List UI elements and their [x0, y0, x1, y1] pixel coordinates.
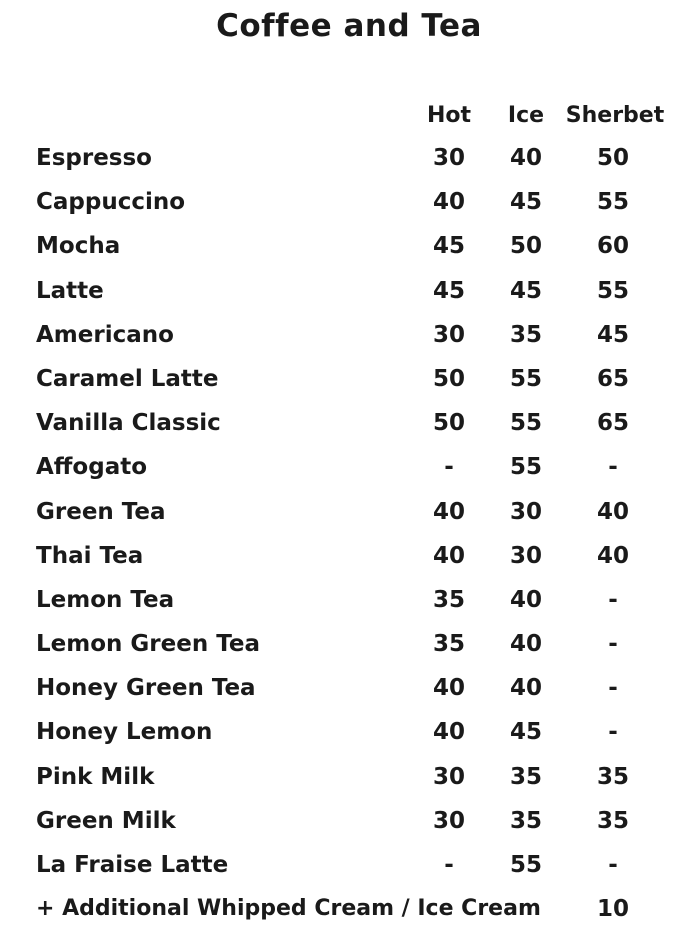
column-header-row: [0, 96, 698, 136]
item-name: Green Milk: [36, 807, 176, 834]
price-sherbet: -: [608, 675, 618, 702]
price-ice: 30: [509, 498, 542, 525]
item-name: Thai Tea: [36, 542, 144, 569]
menu-item-row: [0, 622, 698, 666]
price-hot: 30: [432, 807, 465, 834]
item-name: Espresso: [36, 145, 152, 171]
price-ice: 45: [509, 277, 542, 304]
addon-label: + Additional Whipped Cream / Ice Cream: [36, 896, 541, 922]
price-hot: 35: [432, 586, 465, 613]
menu-item-row: [0, 313, 698, 357]
menu-item-row: [0, 180, 698, 224]
item-name: Honey Lemon: [36, 719, 213, 746]
price-sherbet: 40: [596, 542, 629, 569]
item-name: Latte: [36, 277, 104, 304]
column-header-ice: Ice: [507, 103, 545, 128]
price-ice: 45: [509, 719, 542, 746]
menu-item-row: [0, 224, 698, 268]
price-ice: 30: [509, 542, 542, 569]
price-sherbet: 35: [596, 763, 629, 790]
price-ice: 40: [509, 586, 542, 613]
price-sherbet: 35: [596, 807, 629, 834]
price-hot: 30: [432, 321, 465, 348]
addon-row: [0, 887, 698, 931]
menu-item-row: [0, 799, 698, 843]
menu-item-row: [0, 755, 698, 799]
price-hot: 30: [432, 145, 465, 171]
menu-item-row: [0, 534, 698, 578]
menu-item-row: [0, 445, 698, 489]
price-hot: 45: [432, 233, 465, 260]
item-name: Cappuccino: [36, 189, 186, 216]
price-sherbet: 50: [596, 145, 629, 171]
menu-item-row: [0, 666, 698, 710]
price-sherbet: 45: [596, 321, 629, 348]
menu-title: Coffee and Tea: [216, 8, 482, 44]
price-hot: 50: [432, 410, 465, 437]
price-ice: 55: [509, 365, 542, 392]
price-hot: 50: [432, 365, 465, 392]
price-sherbet: 55: [596, 277, 629, 304]
price-hot: 45: [432, 277, 465, 304]
price-hot: -: [444, 454, 454, 481]
price-hot: 40: [432, 675, 465, 702]
item-name: Affogato: [36, 454, 148, 481]
price-ice: 40: [509, 631, 542, 658]
price-sherbet: 60: [596, 233, 629, 260]
menu-item-row: [0, 269, 698, 313]
price-ice: 35: [509, 807, 542, 834]
item-name: Caramel Latte: [36, 365, 219, 392]
price-sherbet: 65: [596, 365, 629, 392]
item-name: La Fraise Latte: [36, 852, 229, 878]
price-sherbet: -: [608, 631, 618, 658]
price-sherbet: -: [608, 719, 618, 746]
addon-price: 10: [596, 896, 629, 923]
price-sherbet: 65: [596, 410, 629, 437]
price-hot: 40: [432, 498, 465, 525]
price-ice: 55: [509, 454, 542, 481]
price-hot: 35: [432, 631, 465, 658]
price-hot: 40: [432, 189, 465, 216]
price-hot: 40: [432, 719, 465, 746]
item-name: Green Tea: [36, 498, 166, 525]
menu-item-row: [0, 357, 698, 401]
menu-item-row: [0, 136, 698, 180]
price-ice: 35: [509, 763, 542, 790]
price-sherbet: 55: [596, 189, 629, 216]
item-name: Mocha: [36, 233, 121, 260]
price-table: [0, 96, 698, 931]
column-header-sherbet: Sherbet: [565, 103, 665, 128]
item-name: Lemon Tea: [36, 586, 175, 613]
price-sherbet: -: [608, 852, 618, 878]
menu-item-row: [0, 843, 698, 887]
item-name: Honey Green Tea: [36, 675, 256, 702]
menu-item-row: [0, 490, 698, 534]
price-hot: -: [444, 852, 454, 878]
price-sherbet: -: [608, 586, 618, 613]
column-header-hot: Hot: [426, 103, 472, 128]
menu-item-row: [0, 401, 698, 445]
price-ice: 35: [509, 321, 542, 348]
item-name: Vanilla Classic: [36, 410, 221, 437]
price-ice: 55: [509, 410, 542, 437]
menu-item-row: [0, 578, 698, 622]
price-sherbet: -: [608, 454, 618, 481]
item-name: Pink Milk: [36, 763, 155, 790]
menu-item-row: [0, 710, 698, 754]
price-hot: 40: [432, 542, 465, 569]
price-ice: 50: [509, 233, 542, 260]
price-ice: 40: [509, 675, 542, 702]
price-ice: 40: [509, 145, 542, 171]
item-name: Americano: [36, 321, 174, 348]
price-hot: 30: [432, 763, 465, 790]
price-ice: 55: [509, 852, 542, 878]
item-name: Lemon Green Tea: [36, 631, 260, 658]
price-sherbet: 40: [596, 498, 629, 525]
price-ice: 45: [509, 189, 542, 216]
